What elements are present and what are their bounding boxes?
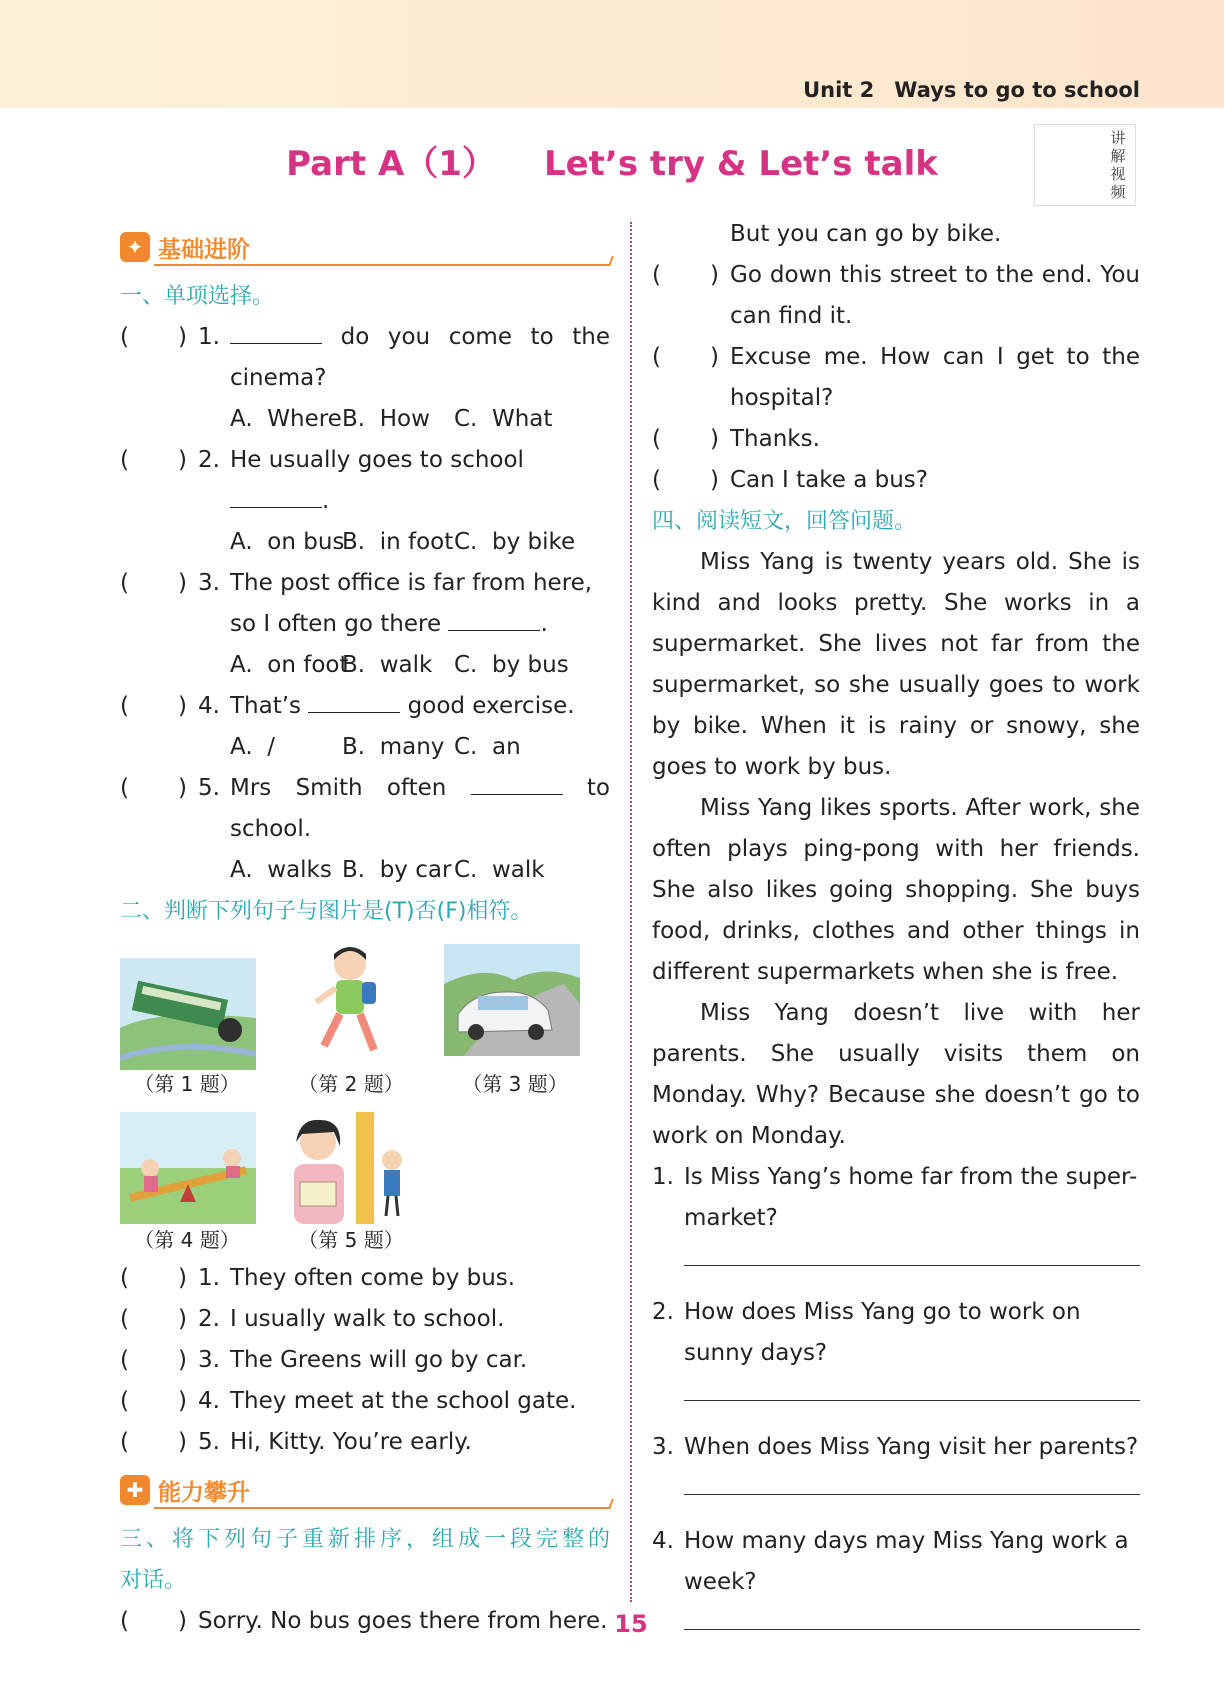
picture-caption: （第 4 题） [134, 1228, 240, 1252]
answer-blank[interactable] [471, 774, 563, 795]
banner-label: 能力攀升 [158, 1480, 250, 1506]
passage-paragraph: Miss Yang is twenty years old. She is kind and looks pretty. She works in a supermarket. She lives not far from the supermarket, so she usually goes to work by bike. When it is rainy or snowy, she goes to work by bus. [652, 549, 1140, 780]
mc-options: A. on busB. in footC. by bike [230, 529, 576, 555]
climber-icon: ✚ [120, 1475, 150, 1505]
answer-blank[interactable] [448, 610, 540, 631]
answer-line[interactable] [684, 1245, 1140, 1266]
tf-question: ( ) 3. The Greens will go by car. [120, 1347, 528, 1373]
tf-question: ( ) 1. They often come by bus. [120, 1265, 516, 1291]
order-item: ( ) Go down this street to the end. You [652, 262, 1140, 288]
picture-grid [120, 932, 610, 1252]
answer-line[interactable] [684, 1380, 1140, 1401]
picture-caption: （第 3 题） [462, 1072, 568, 1096]
reading-question: 1. Is Miss Yang’s home far from the super-market? [652, 1164, 1138, 1231]
section-3-title: 三、将下列句子重新排序，组成一段完整的 [120, 1527, 610, 1552]
order-item: ( ) Thanks. [652, 426, 820, 452]
mc-question: ( ) 4. That’s good exercise. [120, 693, 575, 719]
section-4-title: 四、阅读短文，回答问题。 [652, 509, 917, 534]
reading-question: 3. When does Miss Yang visit her parents? [652, 1434, 1139, 1460]
section-2-title: 二、判断下列句子与图片是(T)否(F)相符。 [120, 899, 533, 924]
running-girl-picture [280, 942, 420, 1068]
mc-options: A. walks B. by car C. walk [230, 857, 545, 883]
answer-blank[interactable] [308, 692, 400, 713]
section-banner-advanced [120, 1471, 610, 1513]
page-number: 15 [614, 1610, 648, 1638]
reading-question: 4. How many days may Miss Yang work a week? [652, 1528, 1129, 1595]
seesaw-picture [120, 1112, 256, 1224]
mc-question: ( ) 1. do you come to the [120, 324, 610, 350]
picture-caption: （第 2 题） [298, 1072, 404, 1096]
unit-title: Ways to go to school [894, 78, 1140, 102]
order-item: ( ) Excuse me. How can I get to the [652, 344, 1140, 370]
video-qr-box[interactable] [1034, 124, 1136, 206]
section-banner-basic [120, 228, 610, 270]
passage-paragraph: Miss Yang doesn’t live with her parents. She usually visits them on Monday. Why? Because she doesn’t go to work on Monday. [652, 1000, 1140, 1149]
mc-question: ( ) 3. The post office is far from here, [120, 570, 593, 596]
reading-girl-picture [280, 1112, 416, 1224]
mc-question: ( ) 2. He usually goes to school . [120, 447, 524, 514]
right-column: But you can go by bike. ( ) Go down this street to the end. You can find it. ( ) Excuse me. How can I get to the hospital? ( ) Thanks. ( ) Can I take a bus? 四、阅读短文，回答问题。 Miss Yang is twenty years old. She is kind and looks pretty. She works in a supermarket. She lives not far from the supermarket, so she usually goes to work by bike. When it is rainy or snowy, she goes to work by bus. Miss Yang likes sports. After work, she often plays ping-pong with her friends. She also likes going shopping. She buys food, drinks, clothes and other things in different supermarkets when she is free. Miss Yang doesn’t live with her parents. She usually visits them on Monday. Why? Because she doesn’t go to work on Monday. 1. Is Miss Yang’s home far from the super-market? 2. How does Miss Yang go to work on sunny days? 3. When does Miss Yang visit her parents? 4. How many days may Miss Yang work a week? [652, 214, 1140, 1656]
left-column: ✦ 基础进阶 一、单项选择。 ( ) 1. do you come to the cinema? A. WhereB. How C. What ( ) 2. He usually goes to school . A. on busB. in footC. by bike ( ) 3. The post office is far from here, so I often go there . A. on footB. walk C. by bus ( ) 4. That’s good exercise. A. / B. many C. an ( ) 5. Mrs Smith often to school. A. walks B. by car C. walk 二、判断下列句子与图片是(T)否(F)相符。 （第 1 题） （第 2 题） （第 3 题） （第 4 题） （第 5 题） ( ) 1. They often come by bus. ( ) 2. I usually walk to school. ( ) 3. The Greens will go by car. ( ) 4. They meet at the school gate. ( ) 5. Hi, Kitty. You’re early. ✚ 能力攀升 三、将下列句子重新排序，组成一段完整的 对话。 ( ) Sorry. No bus goes there from here. [120, 228, 610, 1642]
column-divider [630, 222, 632, 1602]
passage-paragraph: Miss Yang likes sports. After work, she often plays ping-pong with her friends. She also likes going shopping. She buys food, drinks, clothes and other things in different supermarkets when she is free. [652, 795, 1140, 985]
part-label: Part A（1） [286, 144, 496, 184]
tf-question: ( ) 2. I usually walk to school. [120, 1306, 505, 1332]
mc-options: A. WhereB. How C. What [230, 406, 553, 432]
answer-blank[interactable] [230, 323, 322, 344]
answer-blank[interactable] [230, 487, 322, 508]
order-item: ( ) Sorry. No bus goes there from here. [120, 1608, 608, 1634]
car-picture [444, 944, 580, 1056]
mc-options: A. / B. many C. an [230, 734, 521, 760]
tf-question: ( ) 5. Hi, Kitty. You’re early. [120, 1429, 472, 1455]
unit-header [803, 78, 1140, 102]
banner-label: 基础进阶 [158, 237, 250, 263]
answer-line[interactable] [684, 1474, 1140, 1495]
picture-caption: （第 5 题） [298, 1228, 404, 1252]
train-picture [120, 958, 256, 1070]
mc-question: ( ) 5. Mrs Smith often to [120, 775, 610, 801]
order-item: ( ) Can I take a bus? [652, 467, 928, 493]
lesson-name: Let’s try & Let’s talk [543, 144, 938, 184]
tf-question: ( ) 4. They meet at the school gate. [120, 1388, 577, 1414]
section-1-title: 一、单项选择。 [120, 284, 275, 309]
picture-caption: （第 1 题） [134, 1072, 240, 1096]
reading-question: 2. How does Miss Yang go to work on sunny days? [652, 1299, 1081, 1366]
video-label: 讲 解 视 频 [1110, 129, 1126, 201]
unit-number: Unit 2 [803, 78, 875, 102]
mc-options: A. on footB. walk C. by bus [230, 652, 569, 678]
runner-icon: ✦ [120, 232, 150, 262]
